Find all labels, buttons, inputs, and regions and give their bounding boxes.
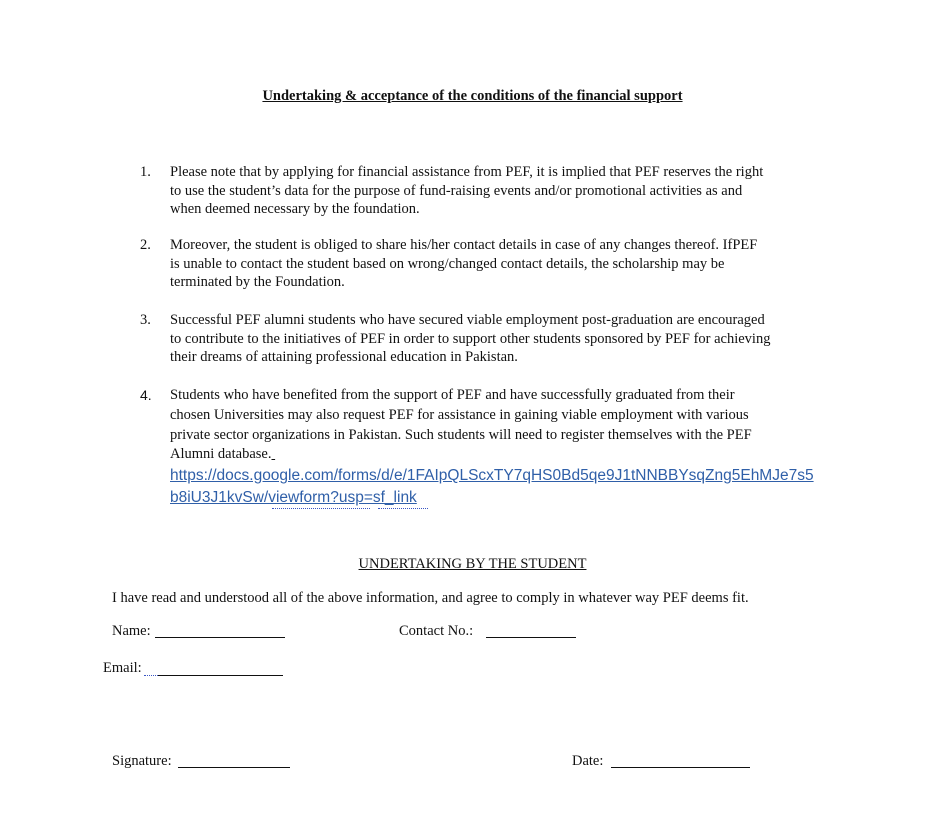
text-line: when deemed necessary by the foundation.: [170, 201, 420, 218]
text-line: Moreover, the student is obliged to share his/her contact details in case of any changes thereof. IfPEF: [170, 237, 758, 253]
document-title: Undertaking & acceptance of the conditions of the financial support: [262, 88, 683, 104]
text-line: to use the student’s data for the purpose of fund-raising events and/or promotional activities as and: [170, 182, 743, 199]
list-item-text: [170, 163, 840, 219]
name-field[interactable]: [155, 637, 285, 638]
text-line: to contribute to the initiatives of PEF in order to support other students sponsored by PEF for achieving: [170, 330, 771, 347]
signature-label: Signature:: [112, 753, 172, 769]
email-label: Email:: [103, 660, 142, 676]
email-field[interactable]: [158, 675, 283, 676]
list-item-number: 3.: [140, 312, 151, 328]
trailing-underline: [271, 446, 275, 462]
list-item-number: 2.: [140, 237, 151, 253]
google-form-link-line-1[interactable]: https://docs.google.com/forms/d/e/1FAIpQLScxTY7qHS0Bd5qe9J1tNNBBYsqZng5EhMJe7s5: [170, 467, 814, 485]
list-item: [140, 236, 840, 292]
text-line: private sector organizations in Pakistan. Such students will need to register themselves with the PEF: [170, 426, 752, 443]
google-form-link-line-2[interactable]: b8iU3J1kvSw/viewform?usp=sf_link: [170, 488, 417, 506]
list-item-text: [170, 311, 840, 367]
list-item-text: [170, 236, 840, 292]
name-label: Name:: [112, 623, 151, 639]
text-line: chosen Universities may also request PEF for assistance in gaining viable employment with various: [170, 406, 749, 423]
statement-text: I have read and understood all of the above information, and agree to comply in whatever way PEF deems fit.: [112, 590, 749, 606]
date-label: Date:: [572, 753, 604, 769]
text-line: Successful PEF alumni students who have secured viable employment post-graduation are encouraged: [170, 312, 765, 328]
text-line: [170, 445, 840, 465]
list-item: [140, 163, 840, 219]
list-item: [140, 386, 840, 508]
spellcheck-squiggle: [272, 506, 370, 509]
list-item-text: [170, 386, 840, 465]
text-line: their dreams of attaining professional education in Pakistan.: [170, 349, 518, 366]
text-line: Students who have benefited from the support of PEF and have successfully graduated from their: [170, 387, 735, 403]
text-line: Please note that by applying for financial assistance from PEF, it is implied that PEF reserves the right: [170, 164, 764, 180]
spellcheck-squiggle: [144, 673, 158, 676]
list-item-number: 4.: [140, 387, 152, 403]
text-line: is unable to contact the student based on wrong/changed contact details, the scholarship may be: [170, 255, 725, 272]
date-field[interactable]: [611, 767, 750, 768]
undertaking-title: UNDERTAKING BY THE STUDENT: [358, 556, 587, 572]
alumni-database-text: Alumni database.: [170, 446, 272, 463]
list-item: [140, 311, 840, 367]
signature-field[interactable]: [178, 767, 290, 768]
contact-field[interactable]: [486, 637, 576, 638]
contact-label: Contact No.:: [399, 623, 474, 639]
list-item-number: 1.: [140, 164, 151, 180]
text-line: terminated by the Foundation.: [170, 274, 345, 291]
spellcheck-squiggle: [378, 506, 428, 509]
